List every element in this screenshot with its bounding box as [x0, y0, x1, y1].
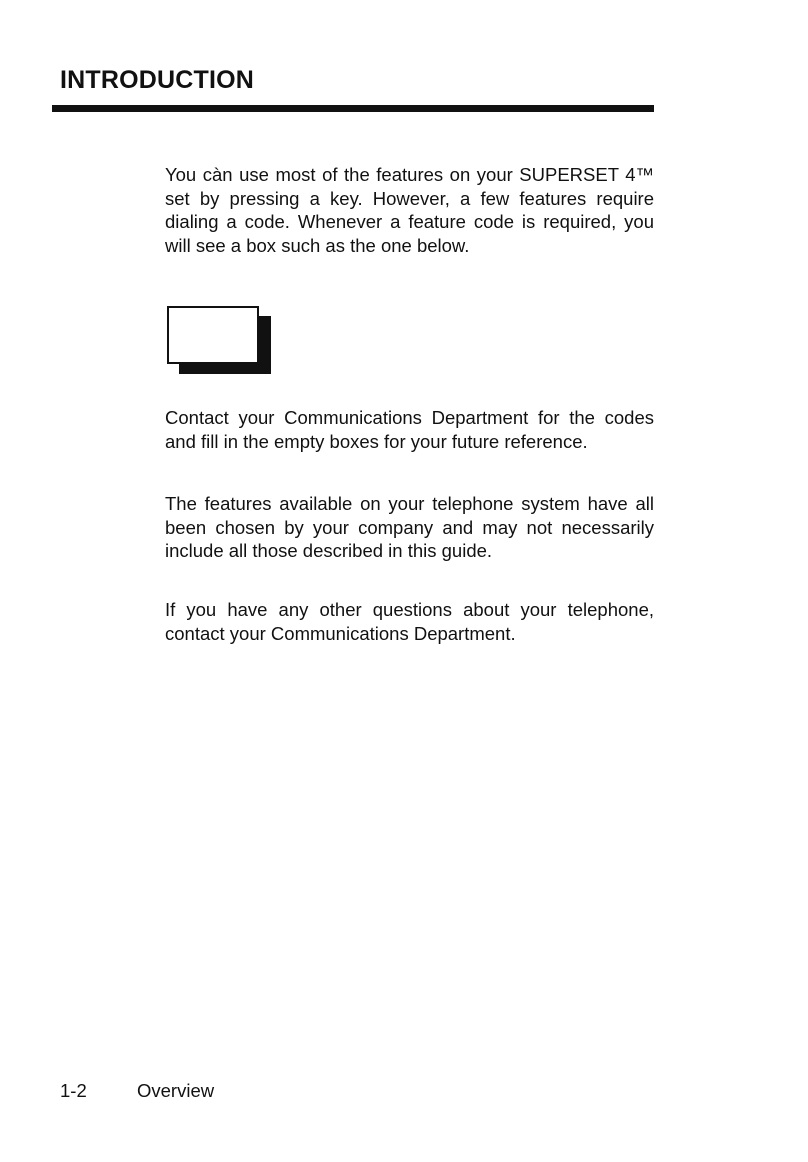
- intro-paragraph-availability: The features available on your telephone system have all been chosen by your company and may not necessarily include all those described in this guide.: [165, 493, 654, 561]
- page-number: 1-2: [60, 1080, 87, 1101]
- feature-code-box-blank: [167, 306, 259, 364]
- page-footer: [60, 1080, 214, 1102]
- title-rule: [52, 105, 654, 112]
- intro-paragraph-features: You càn use most of the features on your SUPERSET 4™ set by pressing a key. However, a few features require dialing a code. Whenever a feature code is required, you will see a box such as the one below.: [165, 164, 654, 256]
- footer-section-name: Overview: [137, 1080, 215, 1101]
- feature-code-box: [167, 306, 269, 372]
- section-title: INTRODUCTION: [60, 66, 255, 94]
- intro-paragraph-contact: Contact your Communications Department for the codes and fill in the empty boxes for your future reference.: [165, 407, 654, 452]
- intro-paragraph-questions: If you have any other questions about your telephone, contact your Communications Department.: [165, 599, 654, 644]
